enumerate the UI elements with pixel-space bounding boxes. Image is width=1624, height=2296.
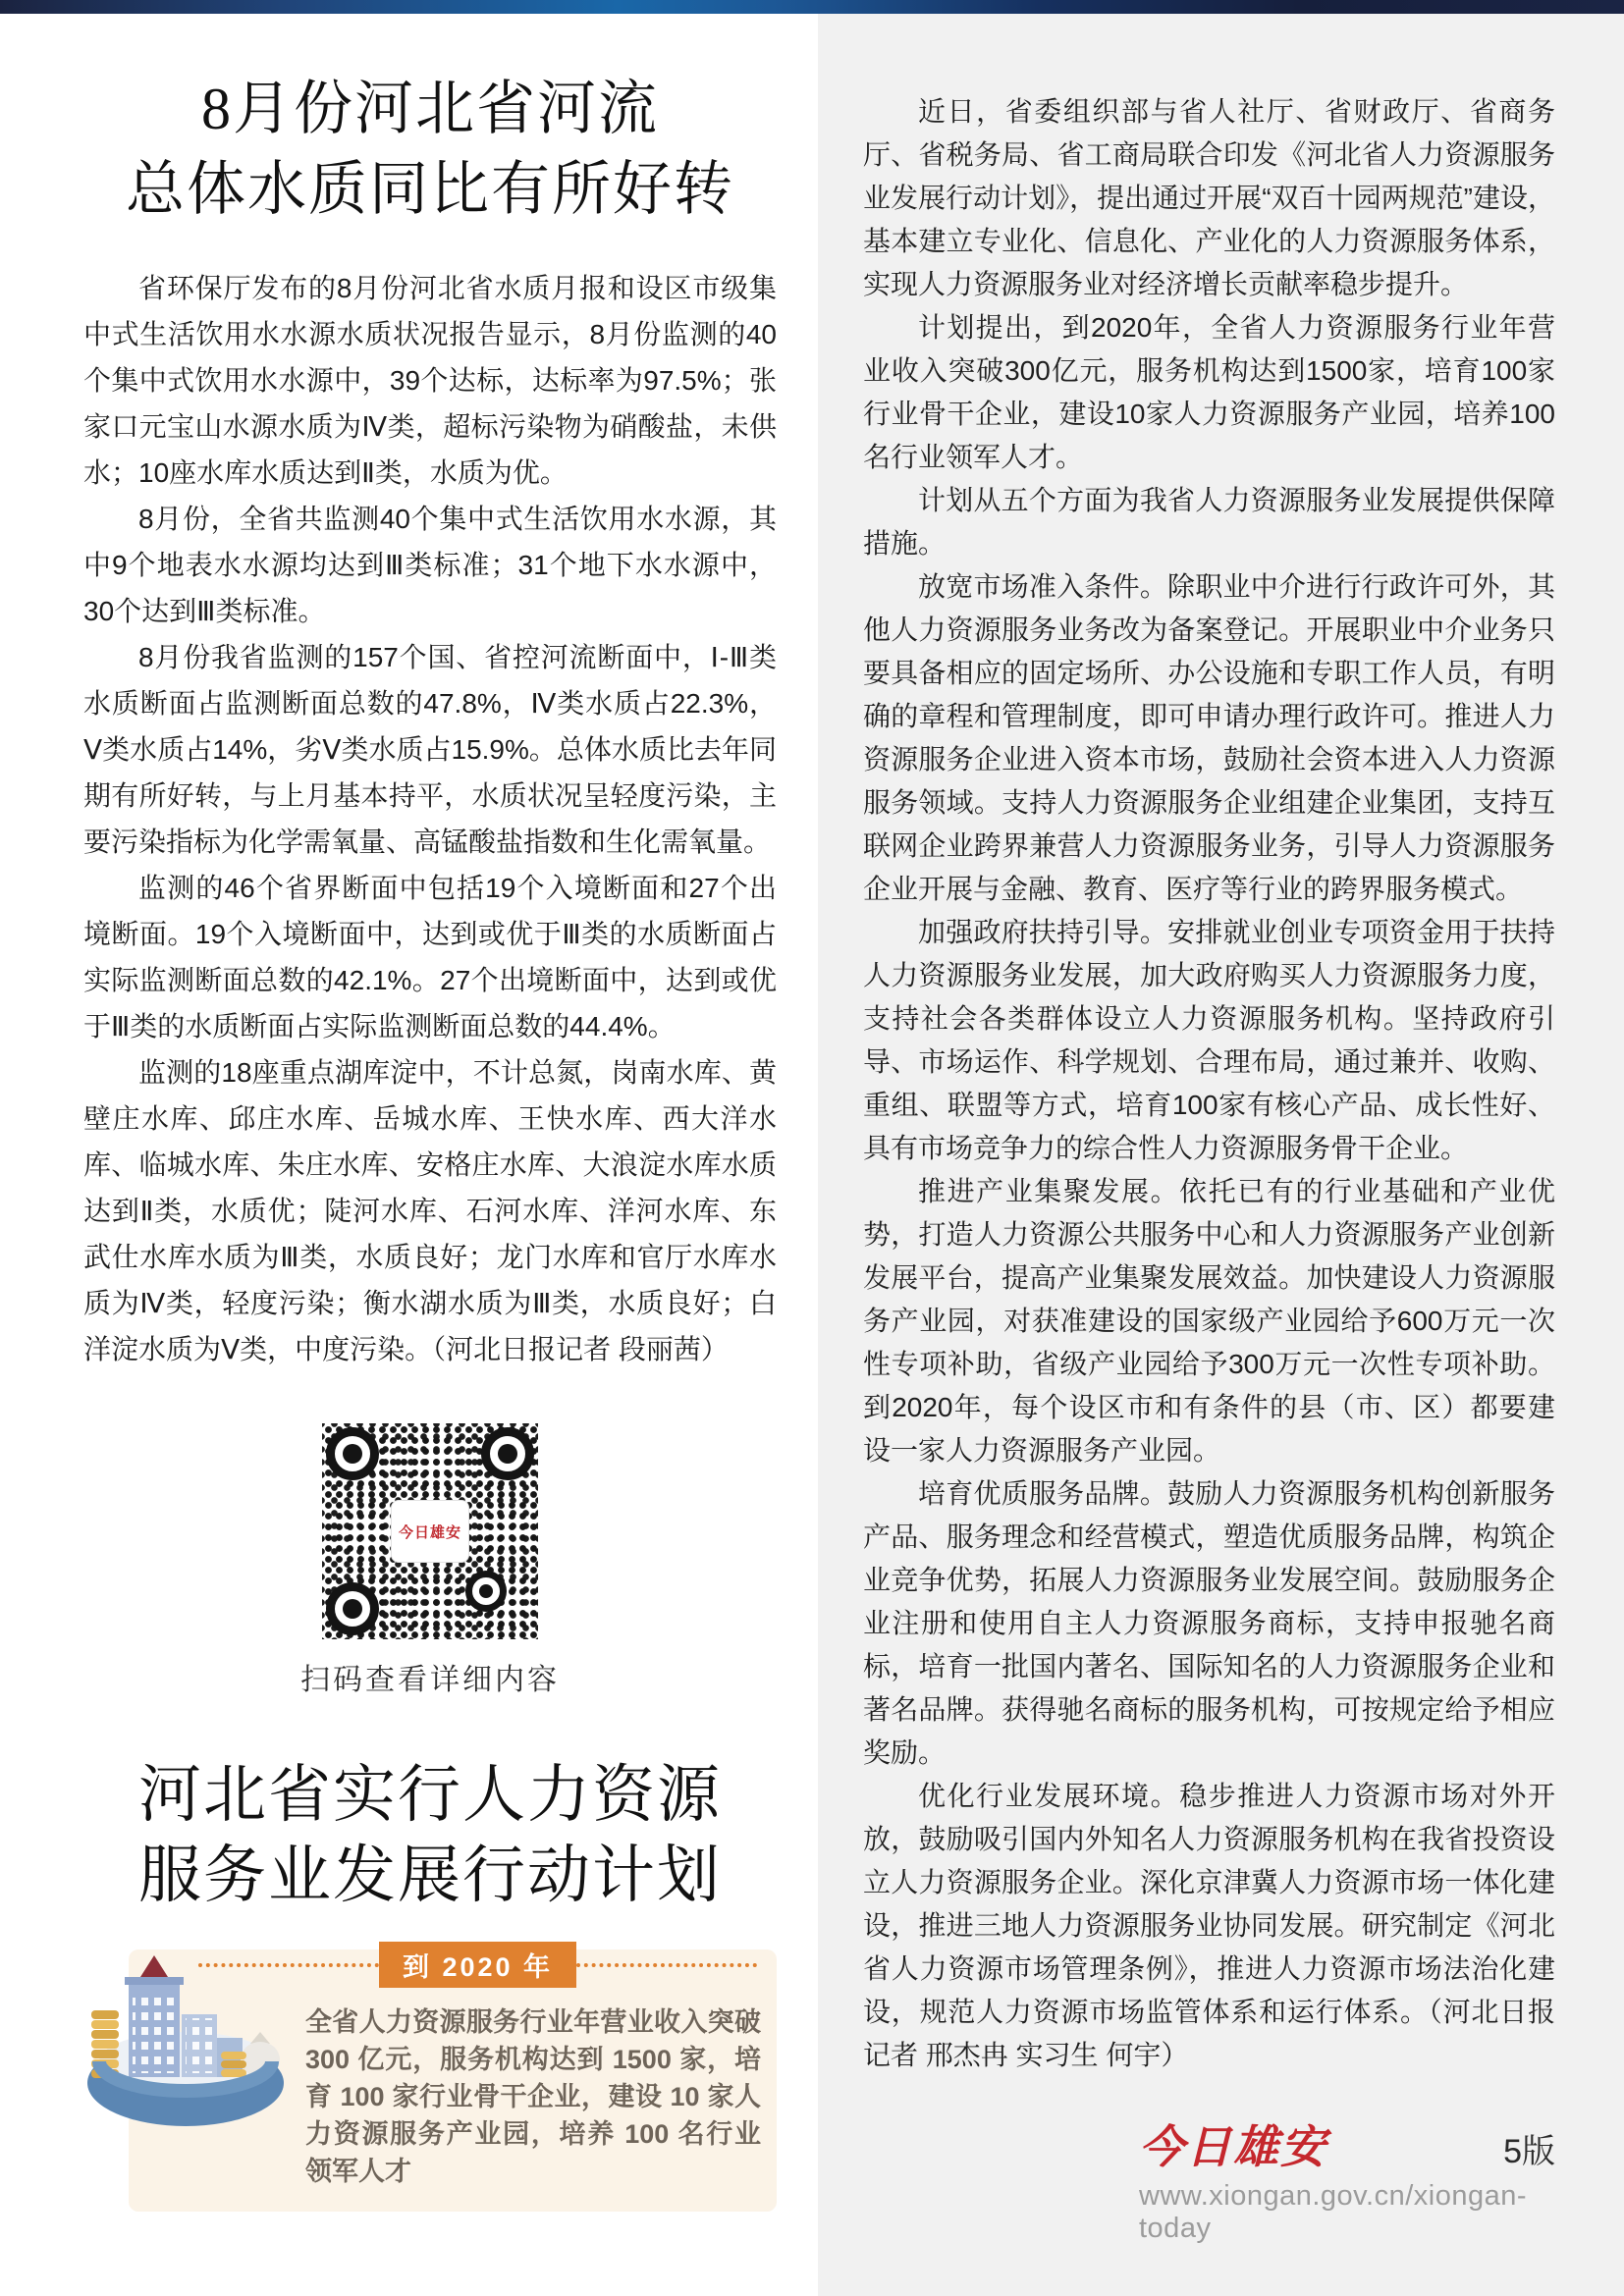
article2-paragraph: 放宽市场准入条件。除职业中介进行行政许可外，其他人力资源服务业务改为备案登记。开展职业中介业务只要具备相应的固定场所、办公设施和专职工作人员，有明确的章程和管理制度，即可申请办理行政许可。推进人力资源服务企业进入资本市场，鼓励社会资本进入人力资源服务领域。支持人力资源服务企业组建企业集团，支持互联网企业跨界兼营人力资源服务业务，引导人力资源服务企业开展与金融、教育、医疗等行业的跨界服务模式。: [863, 571, 1555, 904]
article1-paragraph: 省环保厅发布的8月份河北省水质月报和设区市级集中式生活饮用水水源水质状况报告显示，8月份监测的40个集中式饮用水水源中，39个达标，达标率为97.5%；张家口元宝山水源水质为Ⅳ类，超标污染物为硝酸盐，未供水；10座水库水质达到Ⅱ类，水质为优。: [83, 273, 777, 488]
article2-title: [83, 1755, 777, 1916]
right-column: [818, 14, 1624, 2296]
website-url: www.xiongan.gov.cn/xiongan-today: [1139, 2180, 1528, 2244]
article2-title-line1: 河北省实行人力资源: [138, 1760, 722, 1830]
infographic: [83, 1949, 777, 2195]
top-banner: [0, 0, 1624, 14]
article1-title-line1: 8月份河北省河流: [201, 77, 659, 141]
qr-finder-icon: [465, 1571, 507, 1612]
qr-center-logo: [391, 1500, 469, 1563]
qr-finder-icon: [481, 1427, 534, 1480]
article1-paragraph: 8月份我省监测的157个国、省控河流断面中，Ⅰ-Ⅲ类水质断面占监测断面总数的47.8%，Ⅳ类水质占22.3%，Ⅴ类水质占14%，劣Ⅴ类水质占15.9%。总体水质比去年同期有所好转，与上月基本持平，水质状况呈轻度污染，主要污染指标为化学需氧量、高锰酸盐指数和生化需氧量。: [83, 642, 777, 857]
page-columns: [0, 14, 1624, 2296]
article1-paragraph: 监测的46个省界断面中包括19个入境断面和27个出境断面。19个入境断面中，达到或优于Ⅲ类的水质断面占实际监测断面总数的42.1%。27个出境断面中，达到或优于Ⅲ类的水质断面占实际监测断面总数的44.4%。: [83, 873, 777, 1041]
city-illustration: [78, 1953, 313, 2140]
article2-paragraph: 计划提出，到2020年，全省人力资源服务行业年营业收入突破300亿元，服务机构达到1500家，培育100家行业骨干企业，建设10家人力资源服务产业园，培养100名行业领军人才。: [863, 312, 1555, 472]
article1-paragraph: 8月份，全省共监测40个集中式生活饮用水水源，其中9个地表水水源均达到Ⅲ类标准；31个地下水水源中，30个达到Ⅲ类标准。: [83, 504, 777, 626]
qr-code: [322, 1423, 538, 1639]
page-footer: [1139, 2111, 1555, 2245]
masthead-logo: 今日雄安: [1139, 2122, 1327, 2172]
article2-title-line2: 服务业发展行动计划: [138, 1841, 722, 1910]
qr-finder-icon: [326, 1582, 379, 1635]
article1-body: [83, 265, 777, 1372]
dotted-line: [576, 1963, 757, 1967]
qr-block: [83, 1423, 777, 1698]
page-number: 5版: [1503, 2133, 1555, 2170]
infographic-year-badge: 到 2020 年: [379, 1942, 576, 1988]
article2-paragraph: 近日，省委组织部与省人社厅、省财政厅、省商务厅、省税务局、省工商局联合印发《河北省人力资源服务业发展行动计划》，提出通过开展“双百十园两规范”建设，基本建立专业化、信息化、产业化的人力资源服务体系，实现人力资源服务业对经济增长贡献率稳步提升。: [863, 96, 1555, 299]
article2-paragraph: 推进产业集聚发展。依托已有的行业基础和产业优势，打造人力资源公共服务中心和人力资源服务产业创新发展平台，提高产业集聚发展效益。加快建设人力资源服务产业园，对获准建设的国家级产业园给予600万元一次性专项补助，省级产业园给予300万元一次性专项补助。到2020年，每个设区市和有条件的县（市、区）都要建设一家人力资源服务产业园。: [863, 1176, 1555, 1466]
footer-row: [1139, 2111, 1555, 2176]
qr-caption: 扫码查看详细内容: [300, 1664, 560, 1696]
infographic-text: 全省人力资源服务行业年营业收入突破 300 亿元，服务机构达到 1500 家，培育 100 家行业骨干企业，建设 10 家人力资源服务产业园，培养 100 名行业领军人才: [305, 2007, 761, 2186]
article1-paragraph: 监测的18座重点湖库淀中，不计总氮，岗南水库、黄壁庄水库、邱庄水库、岳城水库、王快水库、西大洋水库、临城水库、朱庄水库、安格庄水库、大浪淀水库水质达到Ⅱ类，水质优；陡河水库、石河水库、洋河水库、东武仕水库水质为Ⅲ类，水质良好；龙门水库和官厅水库水质为Ⅳ类，轻度污染；衡水湖水质为Ⅲ类，水质良好；白洋淀水质为Ⅴ类，中度污染。（河北日报记者 段丽茜）: [83, 1057, 777, 1364]
qr-logo-text: 今日雄安: [398, 1524, 461, 1541]
qr-finder-icon: [326, 1427, 379, 1480]
article2-paragraph: 培育优质服务品牌。鼓励人力资源服务机构创新服务产品、服务理念和经营模式，塑造优质服务品牌，构筑企业竞争优势，拓展人力资源服务业发展空间。鼓励服务企业注册和使用自主人力资源服务商标，支持申报驰名商标，培育一批国内著名、国际知名的人力资源服务企业和著名品牌。获得驰名商标的服务机构，可按规定给予相应奖励。: [863, 1478, 1555, 1768]
article1-title-line2: 总体水质同比有所好转: [126, 157, 734, 222]
article2-paragraph: 优化行业发展环境。稳步推进人力资源市场对外开放，鼓励吸引国内外知名人力资源服务机构在我省投资设立人力资源服务企业。深化京津冀人力资源市场一体化建设，推进三地人力资源服务业协同发展。研究制定《河北省人力资源市场管理条例》，推进人力资源市场法治化建设，规范人力资源市场监管体系和运行体系。（河北日报记者 邢杰冉 实习生 何宇）: [863, 1781, 1555, 2070]
article2-body: [863, 90, 1555, 2077]
article2-paragraph: 加强政府扶持引导。安排就业创业专项资金用于扶持人力资源服务业发展，加大政府购买人力资源服务力度，支持社会各类群体设立人力资源服务机构。坚持政府引导、市场运作、科学规划、合理布局，通过兼并、收购、重组、联盟等方式，培育100家有核心产品、成长性好、具有市场竞争力的综合性人力资源服务骨干企业。: [863, 917, 1555, 1163]
article2-paragraph: 计划从五个方面为我省人力资源服务业发展提供保障措施。: [863, 485, 1555, 559]
article1-title: [83, 69, 777, 230]
left-column: [0, 14, 818, 2296]
